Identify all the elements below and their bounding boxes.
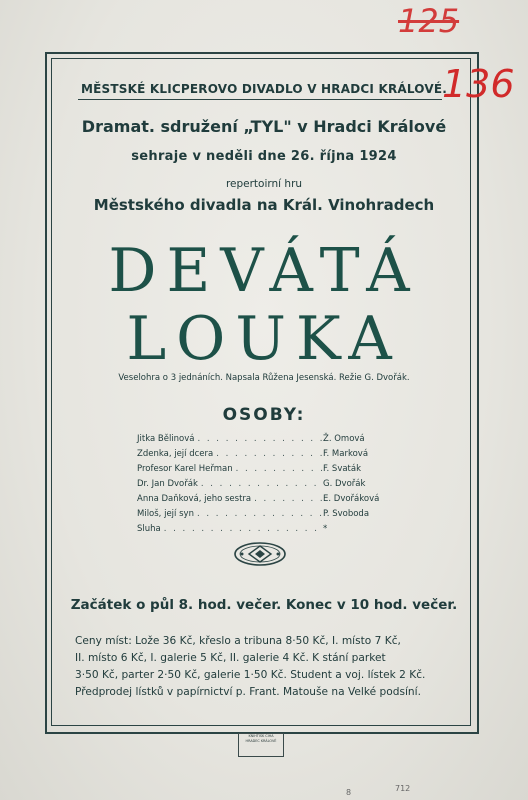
cast-role: Zdenka, její dcera [137, 449, 214, 459]
play-credits: Veselohra o 3 jednáních. Napsala Růžena Jesenská. Režie G. Dvořák. [118, 373, 410, 383]
cast-actor: G. Dvořák [323, 479, 366, 489]
cast-actor: P. Svoboda [323, 509, 370, 519]
cast-actor: E. Dvořáková [323, 494, 380, 504]
leader-dots [251, 492, 323, 507]
repertory-label: repertoirní hru [225, 178, 303, 190]
cast-actor: Ž. Omová [323, 434, 365, 444]
price-line: Předprodej lístků v papírnictví p. Frant. Matouše na Velké podsíní. [75, 686, 421, 698]
cast-row [137, 492, 395, 507]
leader-dots [195, 432, 324, 447]
cast-role: Jitka Bělinová [137, 434, 195, 444]
printer-stamp [238, 733, 284, 757]
cast-row [137, 432, 395, 447]
cast-list [137, 432, 395, 537]
pencil-mark: 8 [346, 788, 352, 797]
leader-dots [161, 522, 323, 537]
performance-date: sehraje v neděli dne 26. října 1924 [131, 149, 397, 164]
origin-theatre: Městského divadla na Král. Vinohradech [93, 196, 435, 214]
cast-row [137, 507, 395, 522]
archive-number-old: 125 [398, 2, 460, 40]
stamp-line: KNIHTISK ČIHA [248, 734, 274, 738]
play-title-line2: LOUKA [126, 304, 402, 374]
company-name: Dramat. sdružení „TYL" v Hradci Králové [81, 117, 447, 136]
price-line: 3·50 Kč, parter 2·50 Kč, galerie 1·50 Kč. Student a voj. lístek 2 Kč. [75, 669, 426, 681]
cast-actor: F. Marková [323, 449, 369, 459]
leader-dots [194, 507, 323, 522]
cast-role: Profesor Karel Heřman [137, 464, 233, 474]
cast-row [137, 462, 395, 477]
persons-heading: OSOBY: [222, 405, 306, 425]
show-times: Začátek o půl 8. hod. večer. Konec v 10 hod. večer. [70, 597, 458, 613]
play-title-line1: DEVÁTÁ [108, 236, 420, 306]
leader-dots [198, 477, 323, 492]
cast-row [137, 477, 395, 492]
cast-row [137, 447, 395, 462]
price-list [75, 633, 451, 701]
leader-dots [213, 447, 323, 462]
cast-role: Miloš, její syn [137, 509, 194, 519]
pencil-mark: 712 [395, 784, 411, 793]
cast-actor: F. Svaták [323, 464, 362, 474]
price-line: II. místo 6 Kč, I. galerie 5 Kč, II. galerie 4 Kč. K stání parket [75, 652, 386, 664]
ornament-icon [233, 540, 287, 568]
cast-role: Anna Daňková, jeho sestra [137, 494, 252, 504]
cast-role: Dr. Jan Dvořák [137, 479, 198, 489]
archive-number-new: 136 [442, 62, 515, 106]
price-line: Ceny míst: Lože 36 Kč, křeslo a tribuna 8·50 Kč, I. místo 7 Kč, [75, 635, 401, 647]
stamp-line: HRADEC KRÁLOVÉ [245, 739, 277, 743]
cast-role: Sluha [137, 524, 161, 534]
theatre-rule [78, 99, 442, 100]
leader-dots [233, 462, 323, 477]
cast-row [137, 522, 395, 537]
theatre-name: MĚSTSKÉ KLICPEROVO DIVADLO V HRADCI KRÁLOVÉ. [80, 82, 448, 96]
cast-actor: * [323, 524, 328, 534]
